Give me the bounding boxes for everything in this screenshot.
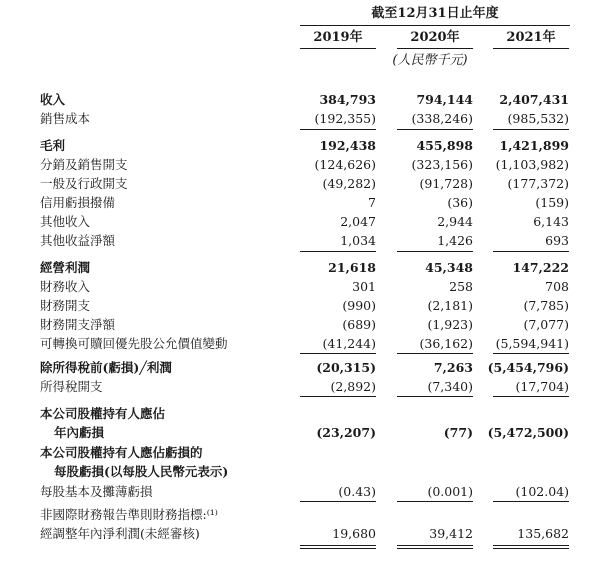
row-label: 財務開支淨額 — [40, 317, 116, 332]
row-label: 除所得稅前(虧損)╱利潤 — [40, 360, 172, 375]
row-label: 銷售成本 — [40, 111, 91, 126]
year-header-2020: 2020年 — [410, 30, 460, 45]
row-value: 258 — [449, 279, 473, 294]
row-label: 非國際財務報告準則財務指標:⁽¹⁾ — [40, 507, 218, 522]
row-value: 384,793 — [319, 92, 376, 107]
row-value: (1,103,982) — [495, 157, 569, 172]
row-value: 45,348 — [425, 260, 473, 275]
row-value: (5,472,500) — [487, 425, 569, 440]
table-row — [0, 462, 592, 481]
table-row — [0, 315, 592, 334]
subtotal-rule — [397, 353, 473, 354]
table-row — [0, 193, 592, 212]
row-label: 所得稅開支 — [40, 379, 103, 394]
year-rule-2019 — [300, 48, 376, 49]
table-row — [0, 174, 592, 193]
subtotal-rule — [397, 129, 473, 130]
row-label: 本公司股權持有人應佔虧損的 — [40, 445, 203, 460]
total-double-rule — [397, 545, 473, 546]
table-row — [0, 296, 592, 315]
row-value: (20,315) — [316, 360, 376, 375]
table-row — [0, 136, 592, 155]
row-value: (124,626) — [314, 157, 376, 172]
row-label: 本公司股權持有人應佔 — [40, 406, 166, 421]
table-row — [0, 377, 592, 396]
year-header-2019: 2019年 — [313, 30, 363, 45]
row-value: (36) — [447, 195, 473, 210]
total-double-rule — [300, 545, 376, 546]
row-label: 年內虧損 — [54, 425, 105, 440]
row-value: (323,156) — [411, 157, 473, 172]
table-row — [0, 212, 592, 231]
row-value: 19,680 — [332, 526, 376, 541]
row-label: 分銷及銷售開支 — [40, 157, 128, 172]
row-value: 2,407,431 — [499, 92, 569, 107]
year-rule-2021 — [493, 48, 569, 49]
table-row — [0, 524, 592, 543]
subtotal-rule — [300, 396, 376, 397]
row-value: 21,618 — [328, 260, 376, 275]
row-value: (23,207) — [316, 425, 376, 440]
row-value: (5,454,796) — [487, 360, 569, 375]
total-double-rule — [493, 545, 569, 546]
table-row — [0, 109, 592, 128]
subtotal-rule — [300, 251, 376, 252]
row-value: 192,438 — [319, 138, 376, 153]
row-value: (177,372) — [507, 176, 569, 191]
row-value: (1,923) — [427, 317, 473, 332]
subtotal-rule — [397, 396, 473, 397]
row-value: (990) — [342, 298, 376, 313]
row-value: (985,532) — [507, 111, 569, 126]
row-value: 6,143 — [533, 214, 569, 229]
row-label: 其他收益淨額 — [40, 233, 116, 248]
total-double-rule — [397, 548, 473, 549]
row-label: 財務收入 — [40, 279, 91, 294]
table-row — [0, 505, 592, 524]
row-value: 455,898 — [416, 138, 473, 153]
table-row — [0, 482, 592, 501]
row-value: 1,421,899 — [499, 138, 569, 153]
subtotal-rule — [493, 501, 569, 502]
row-label: 毛利 — [40, 138, 66, 153]
row-value: (7,785) — [523, 298, 569, 313]
table-row — [0, 404, 592, 423]
year-header-2021: 2021年 — [506, 30, 556, 45]
row-value: 708 — [545, 279, 569, 294]
row-value: (2,181) — [427, 298, 473, 313]
row-label: 一般及行政開支 — [40, 176, 128, 191]
row-value: (338,246) — [411, 111, 473, 126]
subtotal-rule — [493, 129, 569, 130]
row-value: (192,355) — [314, 111, 376, 126]
table-row — [0, 155, 592, 174]
row-label: 經調整年內淨利潤(未經審核) — [40, 526, 200, 541]
row-value: (0.43) — [338, 484, 376, 499]
table-row — [0, 231, 592, 250]
period-header: 截至12月31日止年度 — [371, 6, 499, 21]
row-value: (2,892) — [330, 379, 376, 394]
row-value: (36,162) — [419, 336, 473, 351]
row-value: 39,412 — [429, 526, 473, 541]
row-value: 2,944 — [437, 214, 473, 229]
row-label: 經營利潤 — [40, 260, 91, 275]
table-row — [0, 443, 592, 462]
table-row — [0, 358, 592, 377]
subtotal-rule — [493, 396, 569, 397]
year-rule-2020 — [397, 48, 473, 49]
row-value: (49,282) — [322, 176, 376, 191]
subtotal-rule — [300, 501, 376, 502]
row-value: (41,244) — [322, 336, 376, 351]
row-label: 信用虧損撥備 — [40, 195, 116, 210]
total-double-rule — [300, 548, 376, 549]
table-row — [0, 90, 592, 109]
table-row — [0, 423, 592, 442]
row-value: (91,728) — [419, 176, 473, 191]
subtotal-rule — [493, 251, 569, 252]
row-value: (159) — [535, 195, 569, 210]
row-value: 693 — [545, 233, 569, 248]
row-label: 每股基本及攤薄虧損 — [40, 484, 153, 499]
row-value: (77) — [443, 425, 473, 440]
row-value: (689) — [342, 317, 376, 332]
table-row — [0, 258, 592, 277]
subtotal-rule — [300, 129, 376, 130]
row-value: (17,704) — [515, 379, 569, 394]
row-label: 可轉換可贖回優先股公允價值變動 — [40, 336, 228, 351]
row-value: (7,077) — [523, 317, 569, 332]
row-label: 收入 — [40, 92, 66, 107]
subtotal-rule — [397, 501, 473, 502]
row-value: 794,144 — [416, 92, 473, 107]
row-value: 2,047 — [340, 214, 376, 229]
row-value: (5,594,941) — [495, 336, 569, 351]
subtotal-rule — [397, 251, 473, 252]
table-row — [0, 334, 592, 353]
total-double-rule — [493, 548, 569, 549]
row-value: 147,222 — [512, 260, 569, 275]
row-value: 135,682 — [517, 526, 569, 541]
row-value: 7,263 — [433, 360, 473, 375]
subtotal-rule — [493, 353, 569, 354]
row-label: 每股虧損(以每股人民幣元表示) — [54, 464, 229, 479]
unit-label: (人民幣千元) — [392, 53, 468, 68]
period-header-rule — [300, 25, 570, 26]
row-value: 1,034 — [340, 233, 376, 248]
row-value: (7,340) — [427, 379, 473, 394]
row-label: 其他收入 — [40, 214, 91, 229]
row-label: 財務開支 — [40, 298, 91, 313]
row-value: 301 — [352, 279, 376, 294]
row-value: 1,426 — [437, 233, 473, 248]
subtotal-rule — [300, 353, 376, 354]
row-value: (102.04) — [515, 484, 569, 499]
table-row — [0, 277, 592, 296]
row-value: 7 — [368, 195, 376, 210]
row-value: (0.001) — [427, 484, 473, 499]
